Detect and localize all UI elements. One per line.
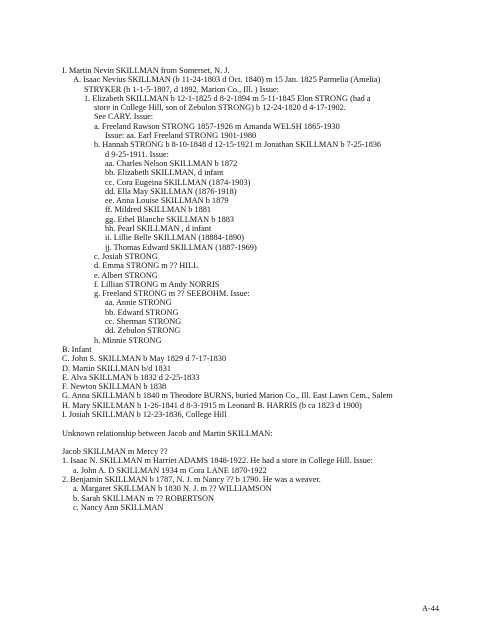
text-line: STRYKER (b 1-1-5-1807, d 1892, Marion Co., Ill. ) Issue: bbox=[84, 84, 279, 94]
text-line: a. Freeland Rawson STRONG 1857-1926 m Amanda WELSH 1865-1930 bbox=[94, 121, 340, 131]
text-line: hh. Pearl SKILLMAN , d infant bbox=[105, 224, 212, 234]
text-line: 2. Benjamin SKILLMAN b 1787, N. J. m Nancy ?? b 1790. He was a weaver. bbox=[62, 475, 321, 485]
text-line: e. Albert STRONG bbox=[94, 270, 158, 280]
text-line: B. Infant bbox=[62, 344, 92, 354]
text-line: jj. Thomas Edward SKILLMAN (1887-1969) bbox=[105, 242, 257, 252]
text-line: ee. Anna Louise SKILLMAN b 1879 bbox=[105, 196, 229, 206]
text-line: d. Emma STRONG m ?? HILL bbox=[94, 261, 199, 271]
text-line: b. Hannah STRONG b 8-10-1848 d 12-15-1921 m Jonathan SKILLMAN b 7-25-1836 bbox=[94, 140, 382, 150]
text-line: D. Martin SKILLMAN b/d 1831 bbox=[62, 363, 172, 373]
text-line: aa. Charles Nelson SKILLMAN b 1872 bbox=[105, 158, 238, 168]
text-line: Unknown relationship between Jacob and Martin SKILLMAN: bbox=[62, 428, 273, 438]
text-line: E. Alva SKILLMAN b 1832 d 2-25-1833 bbox=[62, 372, 200, 382]
text-line: h. Minnie STRONG bbox=[94, 335, 162, 345]
text-line: c. Nancy Ann SKILLMAN bbox=[73, 502, 164, 512]
text-line: c. Josiah STRONG bbox=[94, 251, 158, 261]
text-line: ff. Mildred SKILLMAN b 1881 bbox=[105, 205, 212, 215]
text-line: d 9-25-1911. Issue: bbox=[105, 149, 169, 159]
text-line: I. Martin Nevin SKILLMAN from Somerset, N. J. bbox=[62, 66, 230, 75]
page-number: A-44 bbox=[422, 604, 440, 613]
text-line: store in College Hill, son of Zebulon STRONG) b 12-24-1820 d 4-17-1902. bbox=[94, 103, 346, 113]
text-line: b. Sarah SKILLMAN m ?? ROBERTSON bbox=[73, 493, 214, 503]
text-line bbox=[62, 419, 482, 428]
text-line: aa. Annie STRONG bbox=[105, 298, 172, 308]
text-line: A. Isaac Nevius SKILLMAN (b 11-24-1803 d Oct. 1840) m 15 Jan. 1825 Parmelia (Amelia) bbox=[73, 75, 381, 85]
text-line: I. Josiah SKILLMAN b 12-23-1836, College Hill bbox=[62, 409, 227, 419]
genealogy-text bbox=[62, 66, 482, 512]
text-line: 1. Isaac N. SKILLMAN m Harriet ADAMS 1848-1922. He had a store in College Hill. Issue: bbox=[62, 456, 373, 466]
text-line: F. Newton SKILLMAN b 1838 bbox=[62, 382, 167, 392]
text-line: 1. Elizabeth SKILLMAN b 12-1-1825 d 8-2-1894 m 5-11-1845 Elon STRONG (had a bbox=[84, 93, 371, 103]
text-line: Issue: aa. Earl Freeland STRONG 1901-1980 bbox=[105, 131, 257, 141]
text-line: dd. Ella May SKILLMAN (1876-1918) bbox=[105, 186, 237, 196]
text-line: f. Lillian STRONG m Andy NORRIS bbox=[94, 279, 220, 289]
text-line: G. Anna SKILLMAN b 1840 m Theodore BURNS, buried Marion Co., Ill. East Lawn Cem., Salem bbox=[62, 391, 393, 401]
text-line: a. John A. D SKILLMAN 1934 m Cora LANE 1870-1922 bbox=[73, 465, 267, 475]
text-line: gg. Ethel Blanche SKILLMAN b 1883 bbox=[105, 214, 235, 224]
text-line bbox=[62, 438, 482, 447]
text-line: a. Margaret SKILLMAN b 1830 N. J. m ?? WILLIAMSON bbox=[73, 484, 272, 494]
text-line: C. John S. SKILLMAN b May 1829 d 7-17-1830 bbox=[62, 354, 227, 364]
text-line: cc. Sherman STRONG bbox=[105, 317, 182, 327]
text-line: See CARY. Issue: bbox=[94, 112, 154, 122]
text-line: dd. Zebulon STRONG bbox=[105, 326, 181, 336]
text-line: bb. Edward STRONG bbox=[105, 307, 179, 317]
text-line: ii. Lillie Belle SKILLMAN (18884-1890) bbox=[105, 233, 244, 243]
text-line: bb. Elizabeth SKILLMAN, d infant bbox=[105, 168, 224, 178]
text-line: Jacob SKILLMAN m Mercy ?? bbox=[62, 447, 168, 457]
text-line: cc. Cora Eugeina SKILLMAN (1874-1903) bbox=[105, 177, 251, 187]
text-line: H. Mary SKILLMAN b 1-26-1841 d 8-3-1915 m Leonard B. HARRIS (b ca 1823 d 1900) bbox=[62, 400, 362, 410]
text-line: g. Freeland STRONG m ?? SEEBOHM. Issue: bbox=[94, 289, 250, 299]
